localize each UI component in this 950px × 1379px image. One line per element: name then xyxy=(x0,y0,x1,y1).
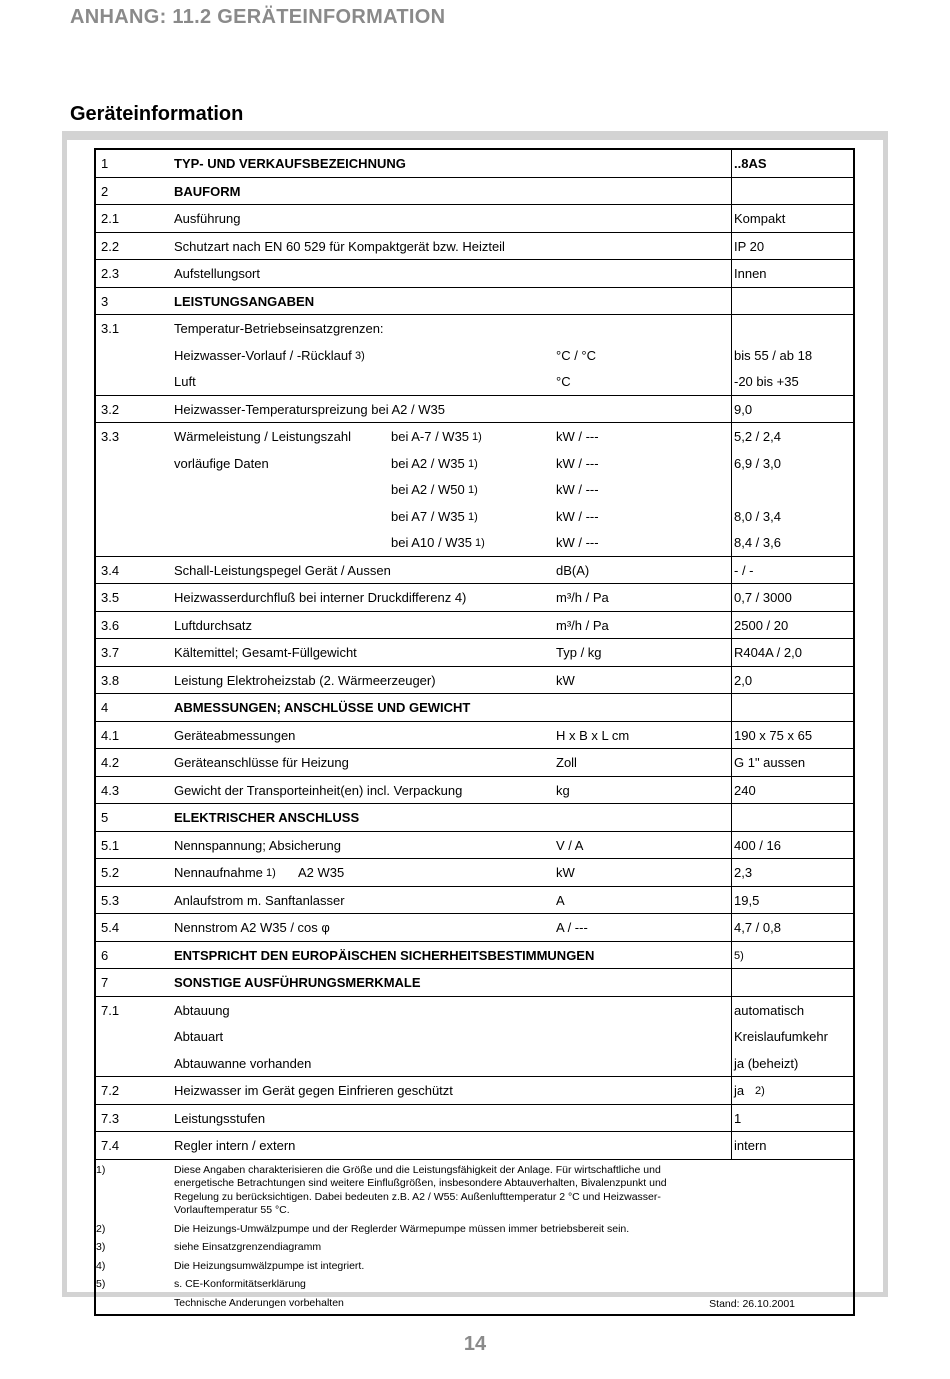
row-number: 3.8 xyxy=(101,672,120,688)
table-row xyxy=(96,178,853,206)
footnote-text: Die Heizungsumwälzpumpe ist integriert. xyxy=(174,1259,365,1272)
row-description: Nennaufnahme xyxy=(174,865,263,880)
row-number: 2.2 xyxy=(101,238,120,254)
row-number: 5.4 xyxy=(101,920,120,935)
row-description: ABMESSUNGEN; ANSCHLÜSSE UND GEWICHT xyxy=(174,700,471,715)
row-line xyxy=(96,584,853,611)
row-line xyxy=(96,722,853,749)
row-line xyxy=(96,777,853,804)
row-number: 3.7 xyxy=(101,645,120,660)
row-value: 5) xyxy=(734,949,744,962)
device-info-table xyxy=(94,148,855,1316)
row-description: TYP- UND VERKAUFSBEZEICHNUNG xyxy=(174,156,406,171)
footnote-number: 1) xyxy=(96,1163,106,1176)
row-line xyxy=(96,667,853,694)
row-description: Temperatur-Betriebseinsatzgrenzen: xyxy=(174,321,384,336)
row-unit: kW xyxy=(556,672,575,688)
row-number: 3 xyxy=(101,293,109,309)
row-unit: kW / --- xyxy=(556,535,599,550)
row-line xyxy=(96,914,853,941)
footnote-ref: 1) xyxy=(468,457,478,470)
row-value: Kompakt xyxy=(734,211,786,226)
footnote-ref: 1) xyxy=(468,484,478,496)
footnote-number: 2) xyxy=(96,1222,106,1235)
table-row xyxy=(96,777,853,805)
row-description: Leistungsstufen xyxy=(174,1110,266,1126)
row-value: intern xyxy=(734,1138,767,1153)
row-unit: Zoll xyxy=(556,755,577,770)
row-line xyxy=(96,315,853,342)
row-condition: bei A2 / W50 xyxy=(391,482,465,497)
row-number: 3.5 xyxy=(101,590,120,605)
footnote-text: s. CE-Konformitätserklärung xyxy=(174,1278,306,1290)
row-value: 5,2 / 2,4 xyxy=(734,429,781,444)
row-line xyxy=(96,1023,853,1050)
row-description: Abtauung xyxy=(174,1002,230,1018)
row-description: Nennstrom A2 W35 / cos φ xyxy=(174,920,330,935)
row-description: Schutzart nach EN 60 529 für Kompaktgerät bzw. Heizteil xyxy=(174,238,505,254)
row-number: 2.3 xyxy=(101,266,120,281)
row-number: 7.2 xyxy=(101,1083,120,1098)
row-unit: kW / --- xyxy=(556,482,599,497)
row-line xyxy=(96,260,853,287)
row-description: ENTSPRICHT DEN EUROPÄISCHEN SICHERHEITSBESTIMMUNGEN xyxy=(174,947,595,963)
row-line xyxy=(96,639,853,666)
row-value: 19,5 xyxy=(734,892,760,908)
row-value: 240 xyxy=(734,782,756,798)
row-value: -20 bis +35 xyxy=(734,374,799,389)
row-value: - / - xyxy=(734,562,754,578)
row-description: Schall-Leistungspegel Gerät / Aussen xyxy=(174,562,391,578)
row-unit: H x B x L cm xyxy=(556,727,630,743)
row-line xyxy=(96,694,853,721)
row-value: bis 55 / ab 18 xyxy=(734,347,813,363)
row-number: 4 xyxy=(101,700,109,715)
row-line xyxy=(96,342,853,369)
table-row xyxy=(96,260,853,288)
row-line xyxy=(96,150,853,177)
row-line xyxy=(96,1105,853,1132)
footnote-text: Die Heizungs-Umwälzpumpe und der Reglerder Wärmepumpe müssen immer betriebsbereit sein. xyxy=(174,1222,630,1235)
row-number: 1 xyxy=(101,156,109,171)
row-value: 2,0 xyxy=(734,672,753,688)
row-value: G 1" aussen xyxy=(734,755,806,770)
row-value: 2500 / 20 xyxy=(734,617,789,633)
row-unit: Typ / kg xyxy=(556,645,602,660)
table-row xyxy=(96,639,853,667)
row-description: Gewicht der Transporteinheit(en) incl. Verpackung xyxy=(174,782,463,798)
row-unit: A / --- xyxy=(556,920,588,935)
row-line xyxy=(96,1077,853,1104)
table-row xyxy=(96,423,853,557)
row-number: 4.1 xyxy=(101,727,120,743)
row-description: Nennspannung; Absicherung xyxy=(174,837,341,853)
row-unit: °C xyxy=(556,374,571,389)
row-line xyxy=(96,450,853,477)
row-description: Abtauart xyxy=(174,1029,224,1044)
row-value: IP 20 xyxy=(734,238,765,254)
row-line xyxy=(96,749,853,776)
row-number: 6 xyxy=(101,947,109,963)
row-number: 3.3 xyxy=(101,429,120,444)
row-unit: m³/h / Pa xyxy=(556,617,609,633)
footnote xyxy=(96,1241,853,1255)
row-unit: V / A xyxy=(556,837,584,853)
row-description: Leistung Elektroheizstab (2. Wärmeerzeuger) xyxy=(174,672,436,688)
row-condition: bei A2 / W35 xyxy=(391,455,465,471)
row-unit: kg xyxy=(556,782,570,798)
row-line xyxy=(96,1132,853,1159)
row-description: BAUFORM xyxy=(174,183,241,199)
footnote-text: Technische Anderungen vorbehalten xyxy=(174,1296,344,1309)
table-row xyxy=(96,749,853,777)
table-row xyxy=(96,584,853,612)
table-row xyxy=(96,612,853,640)
table-row xyxy=(96,722,853,750)
row-line xyxy=(96,503,853,530)
row-number: 5.1 xyxy=(101,837,120,853)
row-line xyxy=(96,1050,853,1077)
row-line xyxy=(96,178,853,205)
row-value: 8,4 / 3,6 xyxy=(734,535,781,550)
row-condition: bei A7 / W35 xyxy=(391,508,465,524)
table-row xyxy=(96,233,853,261)
footnote-text: Diese Angaben charakterisieren die Größe und die Leistungsfähigkeit der Anlage. Für wirtschaftliche und energetische Betrachtungen sind weitere Einflußgrößen, insbesondere Abtauverhalten, Bivalenzpunkt und Regelung zu berücksichtigen. Dabei bedeuten z.B. A2 / W55: Außenlufttemperatur 2 °C und Heizwasser-Vorlauftemperatur 55 °C. xyxy=(174,1163,667,1216)
row-value: 6,9 / 3,0 xyxy=(734,455,781,471)
row-unit: kW xyxy=(556,865,575,880)
footnote-ref: 1) xyxy=(468,510,478,523)
row-value: 9,0 xyxy=(734,401,753,417)
row-line xyxy=(96,969,853,996)
row-line xyxy=(96,205,853,232)
row-description: ELEKTRISCHER ANSCHLUSS xyxy=(174,810,360,825)
row-unit: m³/h / Pa xyxy=(556,590,609,605)
row-number: 3.1 xyxy=(101,321,120,336)
row-number: 5.3 xyxy=(101,892,120,908)
footnote-number: 3) xyxy=(96,1241,106,1253)
footnote xyxy=(96,1260,853,1274)
row-unit: dB(A) xyxy=(556,562,590,578)
row-description: Heizwasserdurchfluß bei interner Druckdifferenz 4) xyxy=(174,590,467,605)
page-number: 14 xyxy=(463,1333,487,1355)
row-value: Innen xyxy=(734,266,767,281)
row-value: 8,0 / 3,4 xyxy=(734,508,781,524)
row-unit: kW / --- xyxy=(556,508,599,524)
footnote-ref: 1) xyxy=(475,537,485,549)
row-description: Geräteanschlüsse für Heizung xyxy=(174,755,349,770)
row-value: 0,7 / 3000 xyxy=(734,590,792,605)
row-description: Kältemittel; Gesamt-Füllgewicht xyxy=(174,645,357,660)
table-row xyxy=(96,887,853,915)
row-condition: bei A-7 / W35 xyxy=(391,429,470,444)
footnote xyxy=(96,1223,853,1237)
table-row xyxy=(96,205,853,233)
row-number: 2.1 xyxy=(101,211,120,226)
row-unit: kW / --- xyxy=(556,455,599,471)
footnote xyxy=(96,1278,853,1292)
row-line xyxy=(96,859,853,886)
row-number: 2 xyxy=(101,183,109,199)
table-row xyxy=(96,914,853,942)
row-description: Heizwasser im Gerät gegen Einfrieren geschützt xyxy=(174,1083,453,1098)
row-description: Abtauwanne vorhanden xyxy=(174,1055,312,1071)
row-unit: kW / --- xyxy=(556,429,599,444)
table-row xyxy=(96,667,853,695)
row-number: 7.3 xyxy=(101,1110,120,1126)
row-description: Anlaufstrom m. Sanftanlasser xyxy=(174,892,345,908)
row-number: 4.2 xyxy=(101,755,120,770)
row-line xyxy=(96,997,853,1024)
table-row xyxy=(96,942,853,970)
row-description: Wärmeleistung / Leistungszahl xyxy=(174,429,352,444)
row-line xyxy=(96,288,853,315)
footnote-number: 4) xyxy=(96,1259,106,1272)
row-description: Luft xyxy=(174,374,196,389)
row-description: Heizwasser-Temperaturspreizung bei A2 / W35 xyxy=(174,401,445,417)
row-description: Aufstellungsort xyxy=(174,266,260,281)
footnote-number: 5) xyxy=(96,1278,106,1290)
row-line xyxy=(96,476,853,503)
row-line xyxy=(96,612,853,639)
row-description-condition: A2 W35 xyxy=(298,865,345,880)
row-line xyxy=(96,887,853,914)
footnotes xyxy=(96,1160,853,1315)
row-line xyxy=(96,368,853,395)
row-description: Regler intern / extern xyxy=(174,1138,296,1153)
footnote-ref: 2) xyxy=(755,1085,765,1097)
footnote-text: siehe Einsatzgrenzendiagramm xyxy=(174,1241,322,1253)
row-value: ja (beheizt) xyxy=(734,1055,799,1071)
row-line xyxy=(96,396,853,423)
row-line xyxy=(96,233,853,260)
row-condition: bei A10 / W35 xyxy=(391,535,472,550)
row-description: Geräteabmessungen xyxy=(174,727,296,743)
table-row xyxy=(96,997,853,1078)
row-value: 190 x 75 x 65 xyxy=(734,727,813,743)
row-value: 1 xyxy=(734,1110,742,1126)
row-line xyxy=(96,557,853,584)
row-value: 4,7 / 0,8 xyxy=(734,920,781,935)
row-number: 3.2 xyxy=(101,401,120,417)
page-title: Geräteinformation xyxy=(70,103,244,125)
row-line xyxy=(96,942,853,969)
footnote-ref: 1) xyxy=(472,431,482,443)
table-row xyxy=(96,288,853,316)
row-number: 4.3 xyxy=(101,782,120,798)
row-description: Luftdurchsatz xyxy=(174,617,253,633)
row-value: ja xyxy=(734,1083,745,1098)
row-number: 5 xyxy=(101,810,109,825)
row-unit: A xyxy=(556,892,565,908)
row-line xyxy=(96,804,853,831)
table-row xyxy=(96,804,853,832)
table-row xyxy=(96,150,853,178)
table-row xyxy=(96,396,853,424)
table-row xyxy=(96,694,853,722)
info-frame xyxy=(62,131,888,1310)
row-description: Ausführung xyxy=(174,211,241,226)
table-row xyxy=(96,969,853,997)
table-row xyxy=(96,1077,853,1105)
row-line xyxy=(96,529,853,556)
table-row xyxy=(96,832,853,860)
footnote-ref: 1) xyxy=(266,867,276,879)
row-value: 2,3 xyxy=(734,865,753,880)
row-value: automatisch xyxy=(734,1002,805,1018)
row-value: ..8AS xyxy=(734,156,767,171)
footnote xyxy=(96,1164,853,1218)
row-value: 400 / 16 xyxy=(734,837,781,853)
table-row xyxy=(96,315,853,396)
row-value: R404A / 2,0 xyxy=(734,645,802,660)
table-row xyxy=(96,859,853,887)
row-value: Kreislaufumkehr xyxy=(734,1029,828,1044)
row-line xyxy=(96,423,853,450)
row-description: vorläufige Daten xyxy=(174,455,269,471)
row-number: 7.1 xyxy=(101,1002,120,1018)
table-row xyxy=(96,1132,853,1160)
table-row xyxy=(96,1105,853,1133)
row-description: LEISTUNGSANGABEN xyxy=(174,293,315,309)
row-number: 5.2 xyxy=(101,865,120,880)
table-row xyxy=(96,557,853,585)
row-description: SONSTIGE AUSFÜHRUNGSMERKMALE xyxy=(174,975,421,990)
row-unit: °C / °C xyxy=(556,347,597,363)
row-number: 7 xyxy=(101,975,109,990)
row-number: 3.6 xyxy=(101,617,120,633)
page-header: ANHANG: 11.2 GERÄTEINFORMATION xyxy=(70,6,446,28)
footnote-ref: 3) xyxy=(355,349,365,362)
row-number: 3.4 xyxy=(101,562,120,578)
row-description: Heizwasser-Vorlauf / -Rücklauf xyxy=(174,347,352,363)
row-number: 7.4 xyxy=(101,1138,120,1153)
revision-date: Stand: 26.10.2001 xyxy=(709,1298,795,1310)
row-line xyxy=(96,832,853,859)
